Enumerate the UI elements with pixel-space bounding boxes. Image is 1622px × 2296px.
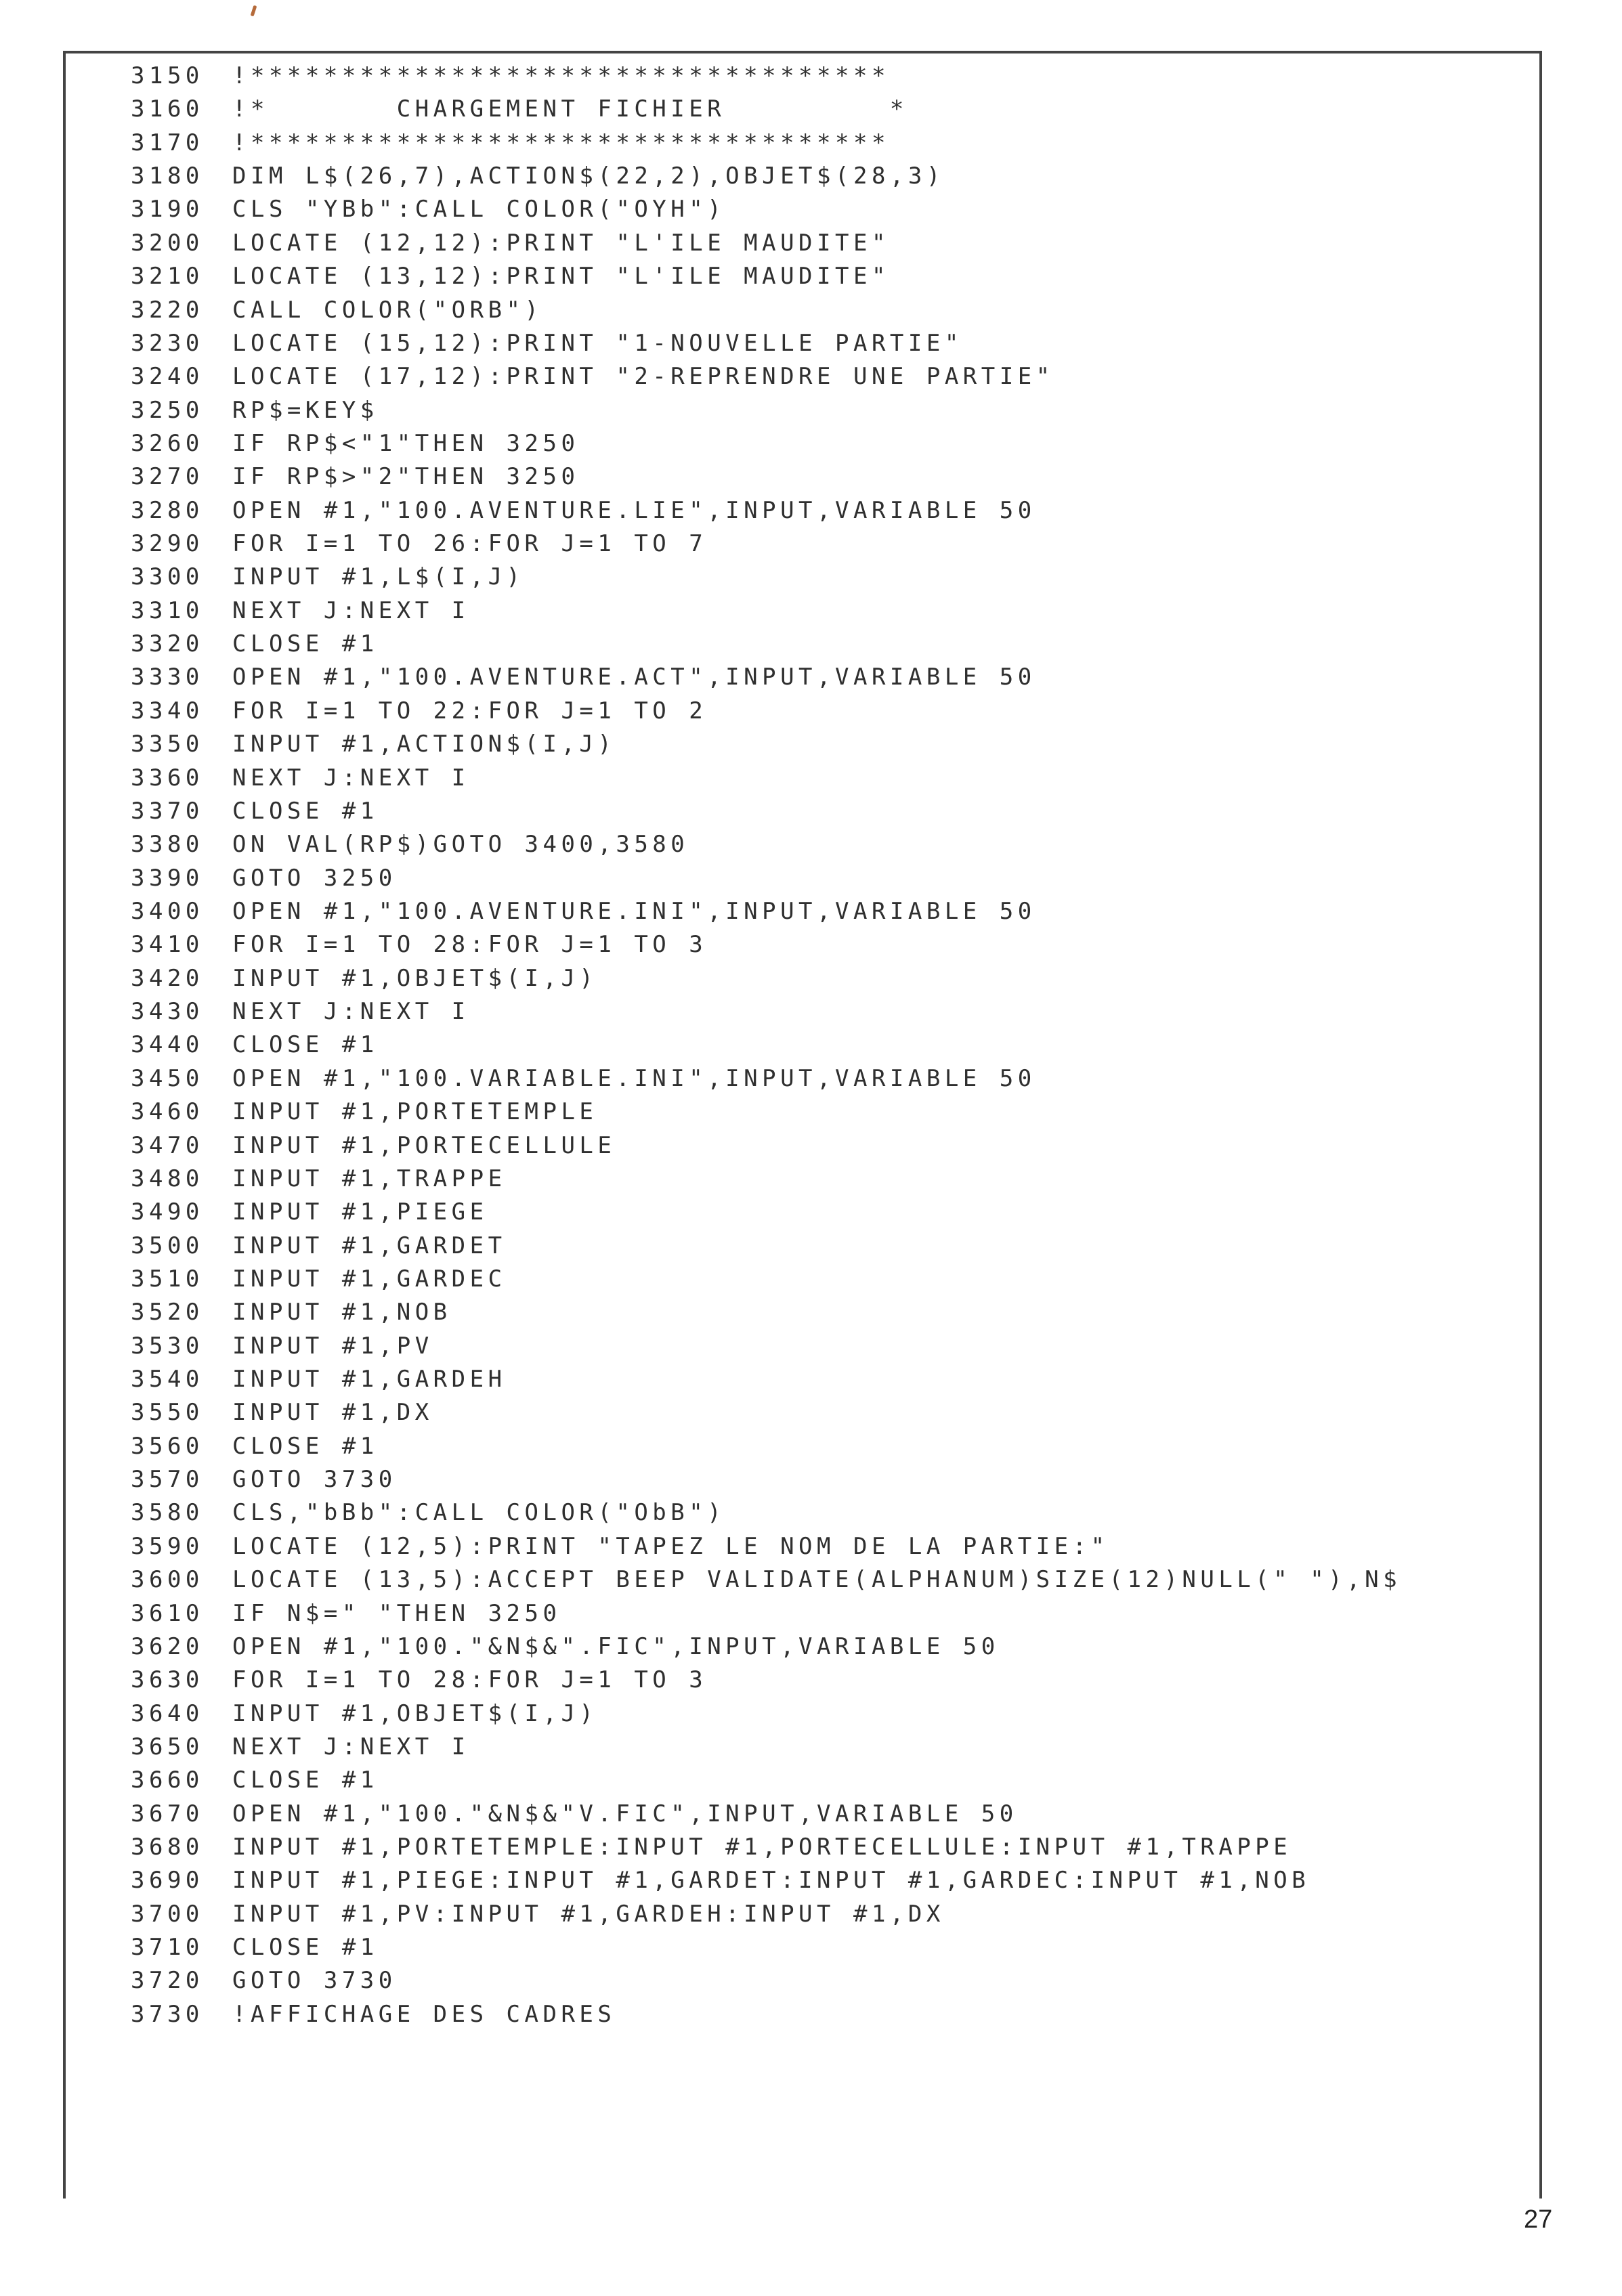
line-code: !*********************************** [232, 62, 890, 89]
line-number: 3230 [131, 329, 204, 357]
line-number: 3300 [131, 563, 204, 591]
code-line [131, 127, 1539, 160]
line-code: !*********************************** [232, 129, 890, 156]
line-number: 3700 [131, 1900, 204, 1928]
code-line [131, 1096, 1539, 1129]
code-line [131, 661, 1539, 694]
line-number: 3720 [131, 1967, 204, 1995]
line-code: INPUT #1,ACTION$(I,J) [232, 731, 616, 758]
line-number: 3560 [131, 1432, 204, 1460]
line-number: 3610 [131, 1599, 204, 1627]
line-number: 3190 [131, 196, 204, 223]
line-code: IF RP$<"1"THEN 3250 [232, 429, 580, 457]
code-line [131, 1363, 1539, 1396]
code-line [131, 1196, 1539, 1229]
line-number: 3170 [131, 129, 204, 156]
code-line [131, 327, 1539, 360]
line-number: 3550 [131, 1399, 204, 1427]
line-number: 3350 [131, 731, 204, 758]
line-code: LOCATE (17,12):PRINT "2-REPRENDRE UNE PARTIE" [232, 363, 1054, 391]
line-code: INPUT #1,GARDET [232, 1232, 507, 1259]
code-line [131, 795, 1539, 828]
line-code: INPUT #1,PIEGE:INPUT #1,GARDET:INPUT #1,GARDEC:INPUT #1,NOB [232, 1867, 1310, 1894]
code-line [131, 828, 1539, 861]
code-line [131, 60, 1539, 93]
line-number: 3730 [131, 2000, 204, 2028]
line-number: 3520 [131, 1299, 204, 1326]
code-line [131, 1931, 1539, 1964]
line-number: 3220 [131, 296, 204, 324]
line-code: CLOSE #1 [232, 1432, 379, 1460]
line-code: INPUT #1,L$(I,J) [232, 563, 525, 591]
code-line [131, 1664, 1539, 1697]
code-line [131, 1898, 1539, 1931]
code-line [131, 962, 1539, 995]
code-line [131, 1163, 1539, 1196]
line-number: 3250 [131, 396, 204, 424]
line-number: 3200 [131, 229, 204, 257]
line-number: 3490 [131, 1198, 204, 1226]
line-code: CLOSE #1 [232, 1031, 379, 1059]
line-number: 3670 [131, 1800, 204, 1827]
code-line [131, 695, 1539, 728]
line-code: NEXT J:NEXT I [232, 597, 470, 624]
code-line [131, 728, 1539, 761]
line-code: FOR I=1 TO 28:FOR J=1 TO 3 [232, 1666, 708, 1694]
code-line [131, 360, 1539, 393]
line-number: 3540 [131, 1366, 204, 1393]
line-number: 3710 [131, 1934, 204, 1962]
line-code: LOCATE (12,5):PRINT "TAPEZ LE NOM DE LA PARTIE:" [232, 1532, 1109, 1560]
code-line [131, 1597, 1539, 1630]
line-code: INPUT #1,DX [232, 1399, 433, 1427]
code-line [131, 227, 1539, 260]
line-number: 3370 [131, 797, 204, 825]
line-code: INPUT #1,OBJET$(I,J) [232, 964, 598, 992]
line-code: INPUT #1,PV [232, 1332, 433, 1360]
line-code: INPUT #1,OBJET$(I,J) [232, 1699, 598, 1727]
code-line [131, 1798, 1539, 1831]
code-line [131, 995, 1539, 1028]
line-code: INPUT #1,TRAPPE [232, 1165, 507, 1192]
line-number: 3150 [131, 62, 204, 89]
line-number: 3580 [131, 1499, 204, 1527]
line-code: INPUT #1,NOB [232, 1299, 452, 1326]
line-number: 3430 [131, 998, 204, 1026]
line-number: 3470 [131, 1131, 204, 1159]
line-number: 3390 [131, 864, 204, 892]
code-line [131, 294, 1539, 327]
code-line [131, 1396, 1539, 1429]
line-code: CLOSE #1 [232, 630, 379, 658]
line-number: 3290 [131, 530, 204, 558]
line-code: OPEN #1,"100.AVENTURE.INI",INPUT,VARIABLE 50 [232, 897, 1036, 925]
line-code: DIM L$(26,7),ACTION$(22,2),OBJET$(28,3) [232, 163, 945, 190]
code-line [131, 1998, 1539, 2031]
code-line [131, 1864, 1539, 1897]
code-line [131, 862, 1539, 895]
line-number: 3320 [131, 630, 204, 658]
code-line [131, 460, 1539, 494]
line-number: 3460 [131, 1098, 204, 1126]
line-number: 3180 [131, 163, 204, 190]
line-number: 3690 [131, 1867, 204, 1894]
line-code: NEXT J:NEXT I [232, 764, 470, 792]
line-number: 3240 [131, 363, 204, 391]
code-line [131, 1731, 1539, 1764]
line-code: CLS,"bBb":CALL COLOR("ObB") [232, 1499, 726, 1527]
line-code: INPUT #1,GARDEC [232, 1265, 507, 1293]
code-line [131, 1330, 1539, 1363]
code-line [131, 1530, 1539, 1563]
code-line [131, 594, 1539, 628]
line-number: 3280 [131, 496, 204, 524]
line-number: 3360 [131, 764, 204, 792]
line-number: 3480 [131, 1165, 204, 1192]
code-line [131, 494, 1539, 527]
line-code: INPUT #1,PV:INPUT #1,GARDEH:INPUT #1,DX [232, 1900, 945, 1928]
line-number: 3380 [131, 831, 204, 859]
code-line [131, 1697, 1539, 1731]
code-line [131, 1463, 1539, 1496]
basic-program-listing [131, 60, 1539, 2031]
line-code: CLOSE #1 [232, 1767, 379, 1794]
line-code: LOCATE (15,12):PRINT "1-NOUVELLE PARTIE" [232, 329, 963, 357]
code-line [131, 561, 1539, 594]
code-line [131, 1764, 1539, 1797]
page-number: 27 [1524, 2205, 1553, 2234]
line-code: FOR I=1 TO 26:FOR J=1 TO 7 [232, 530, 708, 558]
line-code: !* CHARGEMENT FICHIER * [232, 95, 908, 123]
line-code: LOCATE (13,12):PRINT "L'ILE MAUDITE" [232, 263, 890, 290]
code-line [131, 1263, 1539, 1296]
line-code: OPEN #1,"100.VARIABLE.INI",INPUT,VARIABLE 50 [232, 1064, 1036, 1092]
line-number: 3420 [131, 964, 204, 992]
code-line [131, 1230, 1539, 1263]
line-number: 3270 [131, 463, 204, 491]
code-line [131, 1430, 1539, 1463]
code-line [131, 93, 1539, 126]
line-code: FOR I=1 TO 22:FOR J=1 TO 2 [232, 697, 708, 724]
code-line [131, 1496, 1539, 1530]
line-code: INPUT #1,PIEGE [232, 1198, 488, 1226]
code-line [131, 1964, 1539, 1997]
code-line [131, 895, 1539, 928]
line-number: 3570 [131, 1466, 204, 1494]
line-code: NEXT J:NEXT I [232, 1733, 470, 1760]
line-code: GOTO 3730 [232, 1967, 397, 1995]
line-code: INPUT #1,GARDEH [232, 1366, 507, 1393]
line-code: CLOSE #1 [232, 797, 379, 825]
line-number: 3650 [131, 1733, 204, 1760]
code-line [131, 1563, 1539, 1597]
line-number: 3440 [131, 1031, 204, 1059]
line-code: LOCATE (12,12):PRINT "L'ILE MAUDITE" [232, 229, 890, 257]
line-number: 3260 [131, 429, 204, 457]
line-code: IF RP$>"2"THEN 3250 [232, 463, 580, 491]
line-number: 3510 [131, 1265, 204, 1293]
line-number: 3630 [131, 1666, 204, 1694]
line-code: OPEN #1,"100.AVENTURE.ACT",INPUT,VARIABLE 50 [232, 664, 1036, 691]
line-code: GOTO 3250 [232, 864, 397, 892]
line-number: 3500 [131, 1232, 204, 1259]
line-code: ON VAL(RP$)GOTO 3400,3580 [232, 831, 689, 859]
code-line [131, 1028, 1539, 1062]
line-number: 3530 [131, 1332, 204, 1360]
line-code: OPEN #1,"100."&N$&".FIC",INPUT,VARIABLE 50 [232, 1632, 1000, 1660]
line-number: 3410 [131, 931, 204, 959]
line-number: 3660 [131, 1767, 204, 1794]
line-number: 3330 [131, 664, 204, 691]
line-code: LOCATE (13,5):ACCEPT BEEP VALIDATE(ALPHANUM)SIZE(12)NULL(" "),N$ [232, 1566, 1402, 1594]
line-number: 3600 [131, 1566, 204, 1594]
line-code: FOR I=1 TO 28:FOR J=1 TO 3 [232, 931, 708, 959]
line-number: 3450 [131, 1064, 204, 1092]
line-number: 3310 [131, 597, 204, 624]
code-line [131, 527, 1539, 561]
line-number: 3340 [131, 697, 204, 724]
line-number: 3680 [131, 1834, 204, 1861]
code-line [131, 427, 1539, 460]
line-code: NEXT J:NEXT I [232, 998, 470, 1026]
line-number: 3400 [131, 897, 204, 925]
code-line [131, 1831, 1539, 1864]
line-code: OPEN #1,"100."&N$&"V.FIC",INPUT,VARIABLE 50 [232, 1800, 1018, 1827]
line-number: 3640 [131, 1699, 204, 1727]
ink-mark [251, 5, 257, 17]
line-number: 3590 [131, 1532, 204, 1560]
code-line [131, 1129, 1539, 1163]
code-line [131, 160, 1539, 193]
code-line [131, 394, 1539, 427]
code-line [131, 1630, 1539, 1664]
line-code: CLS "YBb":CALL COLOR("OYH") [232, 196, 726, 223]
line-number: 3210 [131, 263, 204, 290]
code-line [131, 193, 1539, 226]
line-code: RP$=KEY$ [232, 396, 379, 424]
line-code: INPUT #1,PORTETEMPLE:INPUT #1,PORTECELLULE:INPUT #1,TRAPPE [232, 1834, 1292, 1861]
line-code: OPEN #1,"100.AVENTURE.LIE",INPUT,VARIABLE 50 [232, 496, 1036, 524]
line-code: !AFFICHAGE DES CADRES [232, 2000, 616, 2028]
line-number: 3620 [131, 1632, 204, 1660]
code-line [131, 628, 1539, 661]
line-code: CALL COLOR("ORB") [232, 296, 543, 324]
code-line [131, 762, 1539, 795]
line-code: GOTO 3730 [232, 1466, 397, 1494]
line-code: INPUT #1,PORTETEMPLE [232, 1098, 598, 1126]
code-line [131, 928, 1539, 961]
code-line [131, 260, 1539, 293]
line-code: IF N$=" "THEN 3250 [232, 1599, 561, 1627]
code-line [131, 1296, 1539, 1329]
line-code: CLOSE #1 [232, 1934, 379, 1962]
line-number: 3160 [131, 95, 204, 123]
line-code: INPUT #1,PORTECELLULE [232, 1131, 616, 1159]
code-line [131, 1062, 1539, 1096]
